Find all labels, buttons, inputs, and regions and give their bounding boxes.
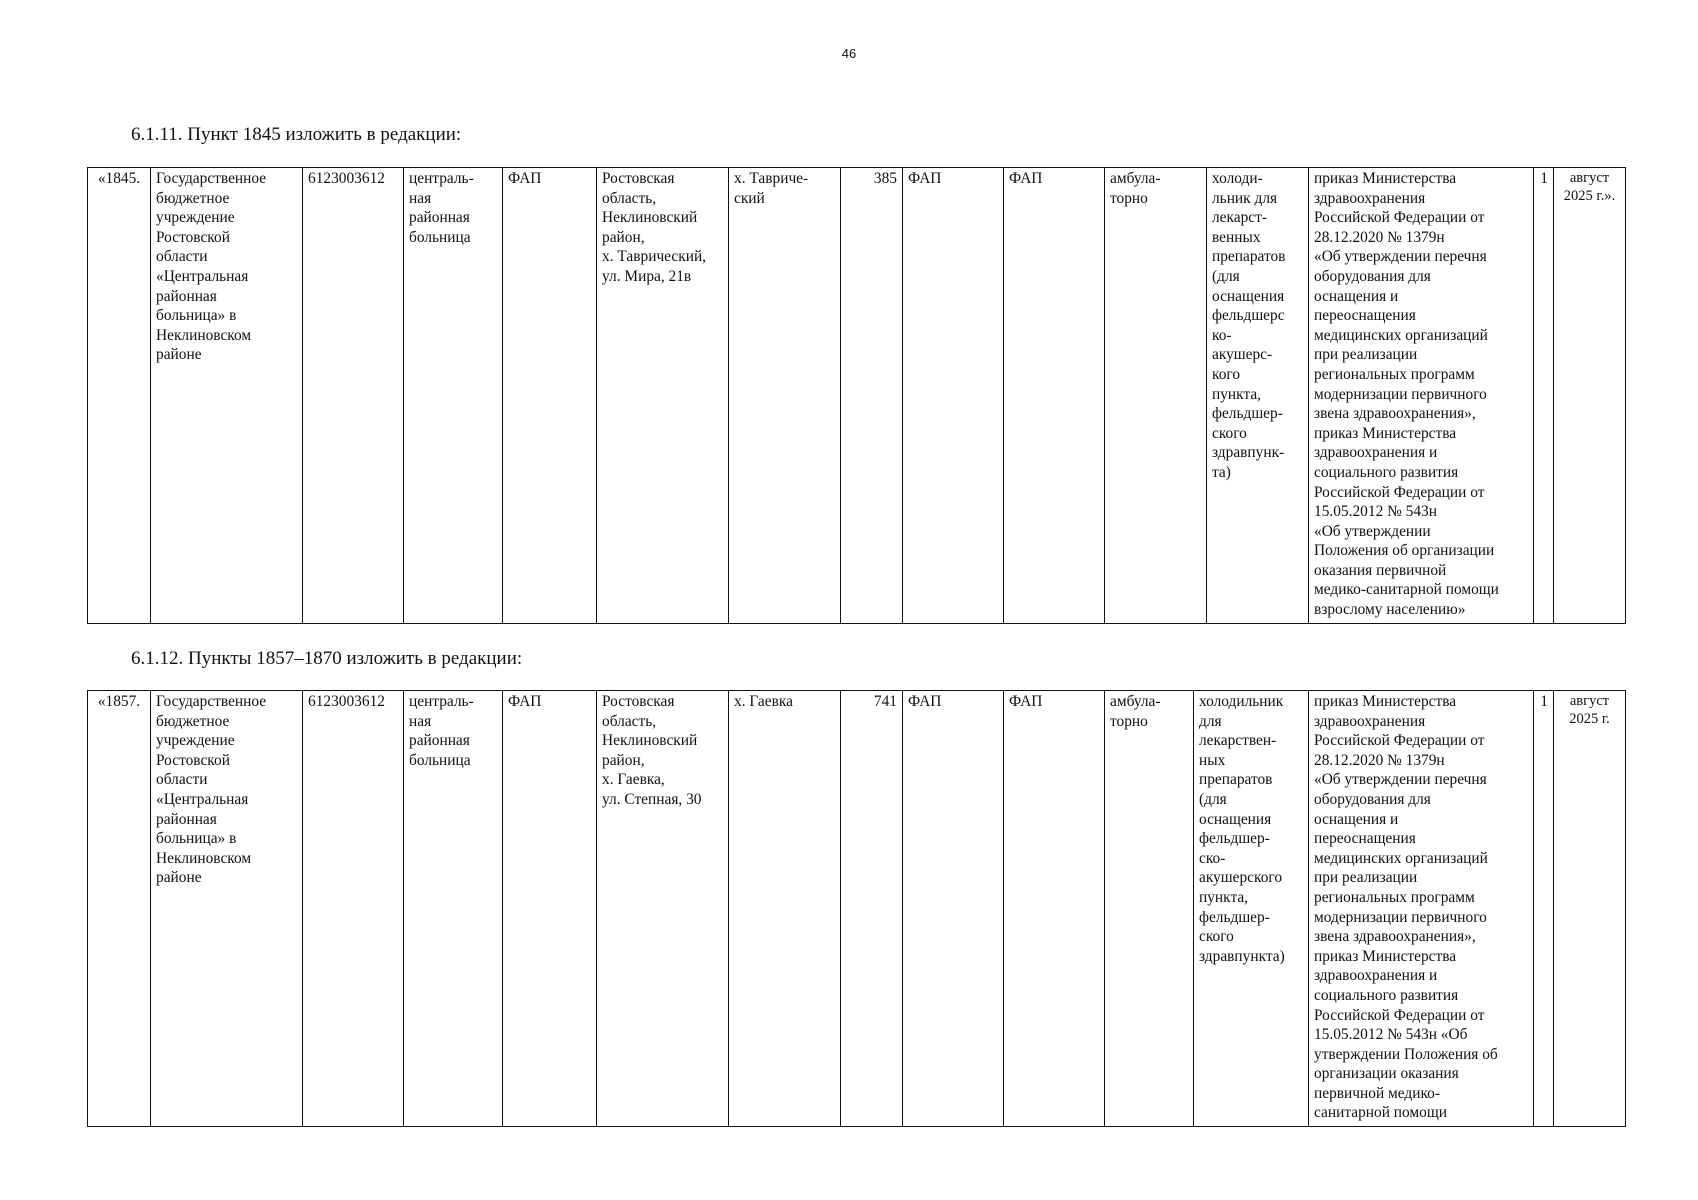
legal-basis-cell: приказ Министерства здравоохранения Российской Федерации от 28.12.2020 № 1379н «Об утверждении перечня оборудования для оснащения и переоснащения медицинских организаций при реализации региональных программ модернизации первичного звена здравоохранения», приказ Министерства здравоохранения и социального развития Российской Федерации от 15.05.2012 № 543н «Об утверждении Положения об организации оказания первичной медико- санитарной помощи: [1309, 691, 1534, 1127]
date-cell: август 2025 г.: [1554, 691, 1626, 1127]
row-number-cell: «1845.: [88, 168, 151, 624]
inn-cell: 6123003612: [303, 168, 404, 624]
institution-cell: Государственное бюджетное учреждение Ростовской области «Центральная районная больница» в Неклиновском районе: [151, 168, 303, 624]
equipment-cell: холодильник для лекарствен- ных препаратов (для оснащения фельдшер- ско- акушерского пункта, фельдшер- ского здравпункта): [1194, 691, 1309, 1127]
section-heading-6-1-12: 6.1.12. Пункты 1857–1870 изложить в редакции:: [131, 648, 523, 669]
quantity-cell: 1: [1534, 168, 1554, 624]
unit-type-cell-2: ФАП: [1004, 691, 1105, 1127]
unit-cell: ФАП: [503, 691, 597, 1127]
locality-cell: х. Тавриче- ский: [729, 168, 841, 624]
table-row: [88, 168, 1626, 624]
care-form-cell: амбула- торно: [1105, 168, 1207, 624]
institution-cell: Государственное бюджетное учреждение Ростовской области «Центральная районная больница» в Неклиновском районе: [151, 691, 303, 1127]
unit-type-cell: ФАП: [903, 168, 1004, 624]
registry-table-1857: [87, 690, 1626, 1127]
equipment-cell: холоди- льник для лекарст- венных препаратов (для оснащения фельдшерс ко- акушерс- кого пункта, фельдшер- ского здравпунк- та): [1207, 168, 1309, 624]
address-cell: Ростовская область, Неклиновский район, х. Таврический, ул. Мира, 21в: [597, 168, 729, 624]
row-number-cell: «1857.: [88, 691, 151, 1127]
page-number: 46: [841, 46, 857, 61]
table-row: [88, 691, 1626, 1127]
inn-cell: 6123003612: [303, 691, 404, 1127]
population-cell: 385: [841, 168, 903, 624]
care-form-cell: амбула- торно: [1105, 691, 1194, 1127]
institution-type-cell: централь- ная районная больница: [404, 691, 503, 1127]
section-heading-6-1-11: 6.1.11. Пункт 1845 изложить в редакции:: [131, 124, 462, 145]
unit-type-cell-2: ФАП: [1004, 168, 1105, 624]
legal-basis-cell: приказ Министерства здравоохранения Российской Федерации от 28.12.2020 № 1379н «Об утверждении перечня оборудования для оснащения и переоснащения медицинских организаций при реализации региональных программ модернизации первичного звена здравоохранения», приказ Министерства здравоохранения и социального развития Российской Федерации от 15.05.2012 № 543н «Об утверждении Положения об организации оказания первичной медико-санитарной помощи взрослому населению»: [1309, 168, 1534, 624]
institution-type-cell: централь- ная районная больница: [404, 168, 503, 624]
population-cell: 741: [841, 691, 903, 1127]
locality-cell: х. Гаевка: [729, 691, 841, 1127]
date-cell: август 2025 г.».: [1554, 168, 1626, 624]
quantity-cell: 1: [1534, 691, 1554, 1127]
address-cell: Ростовская область, Неклиновский район, х. Гаевка, ул. Степная, 30: [597, 691, 729, 1127]
unit-cell: ФАП: [503, 168, 597, 624]
registry-table-1845: [87, 167, 1626, 624]
unit-type-cell: ФАП: [903, 691, 1004, 1127]
